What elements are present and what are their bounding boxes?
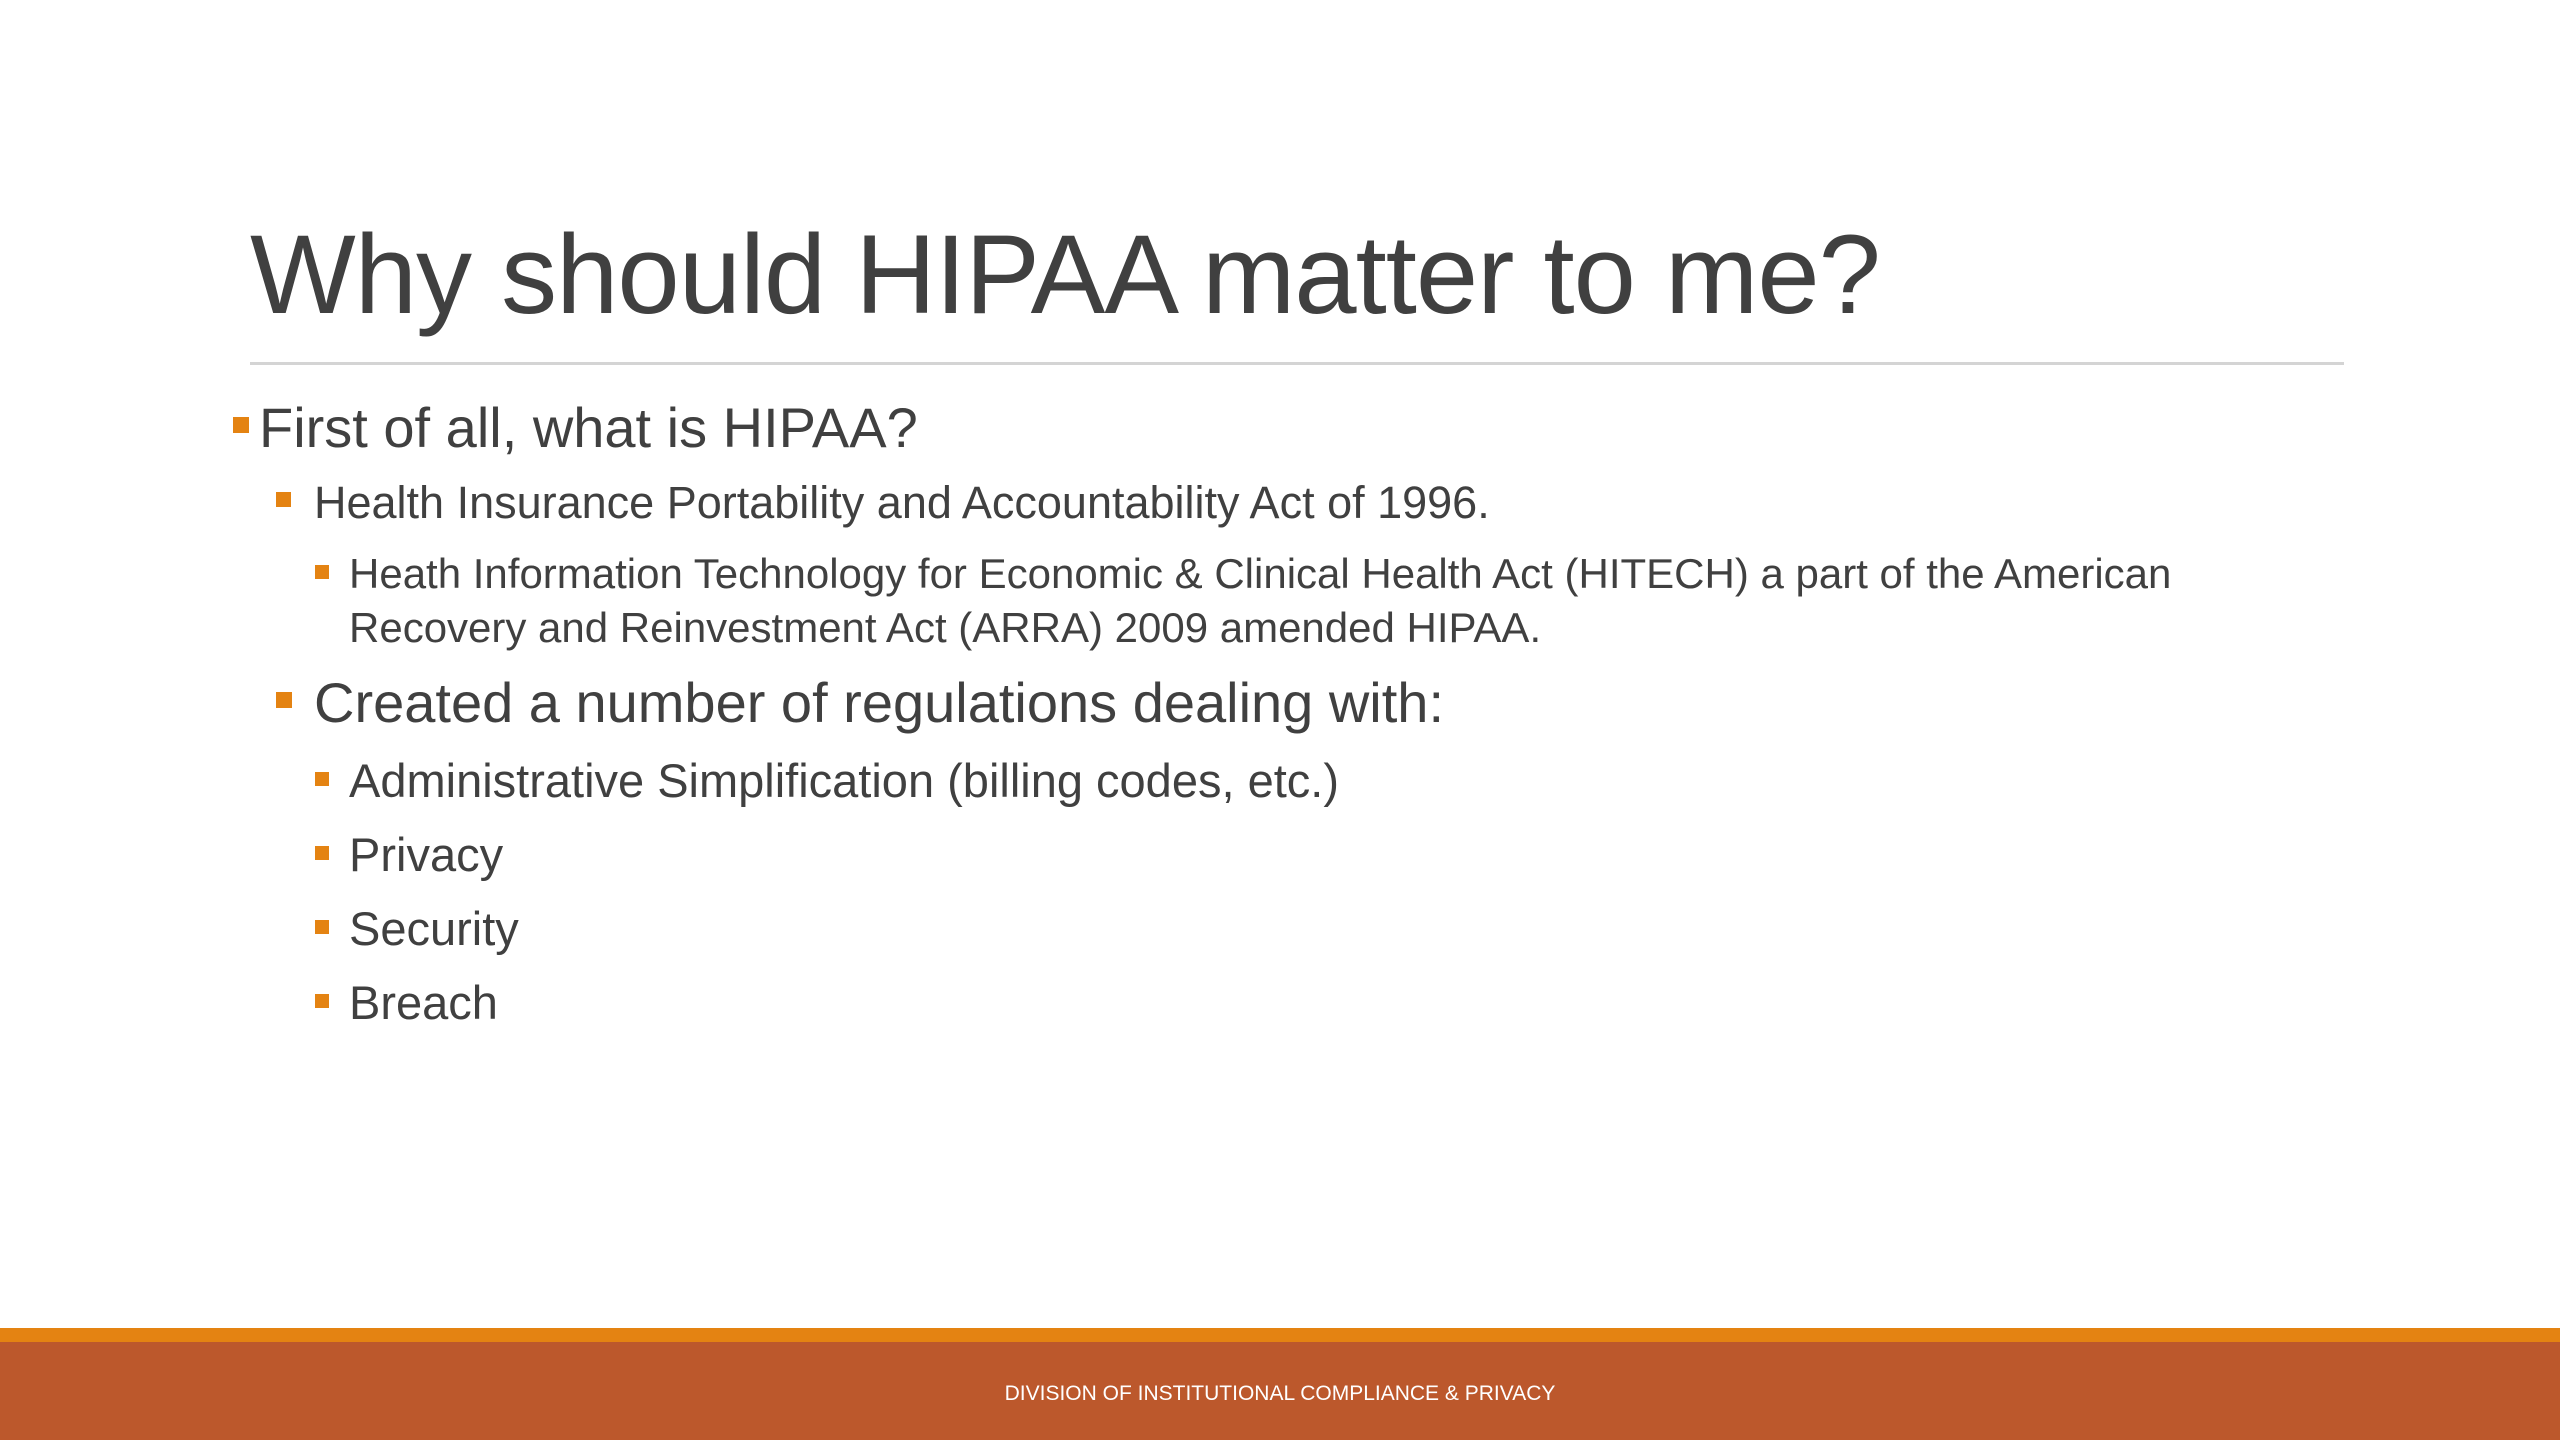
footer-label: DIVISION OF INSTITUTIONAL COMPLIANCE & PRIVACY xyxy=(1004,1382,1556,1405)
footer-accent-stripe xyxy=(0,1328,2560,1342)
square-bullet-icon xyxy=(315,994,329,1008)
bullet-text: Created a number of regulations dealing with: xyxy=(314,671,1445,734)
bullet-text: Security xyxy=(349,902,519,955)
bullet-text: First of all, what is HIPAA? xyxy=(259,396,918,459)
bullet-level3-breach xyxy=(315,972,498,1034)
bullet-level3-privacy xyxy=(315,824,503,886)
square-bullet-icon xyxy=(276,692,292,708)
square-bullet-icon xyxy=(315,565,329,579)
bullet-level2-act-name xyxy=(276,472,1490,534)
title-divider xyxy=(250,362,2344,365)
bullet-level3-hitech xyxy=(315,547,2309,655)
slide-title: Why should HIPAA matter to me? xyxy=(250,212,1880,337)
bullet-text: Heath Information Technology for Economic & Clinical Health Act (HITECH) a part of the American Recovery and Reinvestment Act (ARRA) 2009 amended HIPAA. xyxy=(349,550,2172,651)
bullet-text: Breach xyxy=(349,976,498,1029)
bullet-level3-security xyxy=(315,898,519,960)
square-bullet-icon xyxy=(315,920,329,934)
bullet-level1-what-is-hipaa xyxy=(233,393,918,463)
bullet-text: Health Insurance Portability and Accountability Act of 1996. xyxy=(314,477,1490,528)
bullet-level2-regulations xyxy=(276,668,1444,738)
square-bullet-icon xyxy=(233,417,249,433)
bullet-level3-admin-simplification xyxy=(315,750,1339,812)
bullet-text: Privacy xyxy=(349,828,504,881)
square-bullet-icon xyxy=(276,492,291,507)
square-bullet-icon xyxy=(315,772,329,786)
bullet-text: Administrative Simplification (billing codes, etc.) xyxy=(349,754,1339,807)
square-bullet-icon xyxy=(315,846,329,860)
